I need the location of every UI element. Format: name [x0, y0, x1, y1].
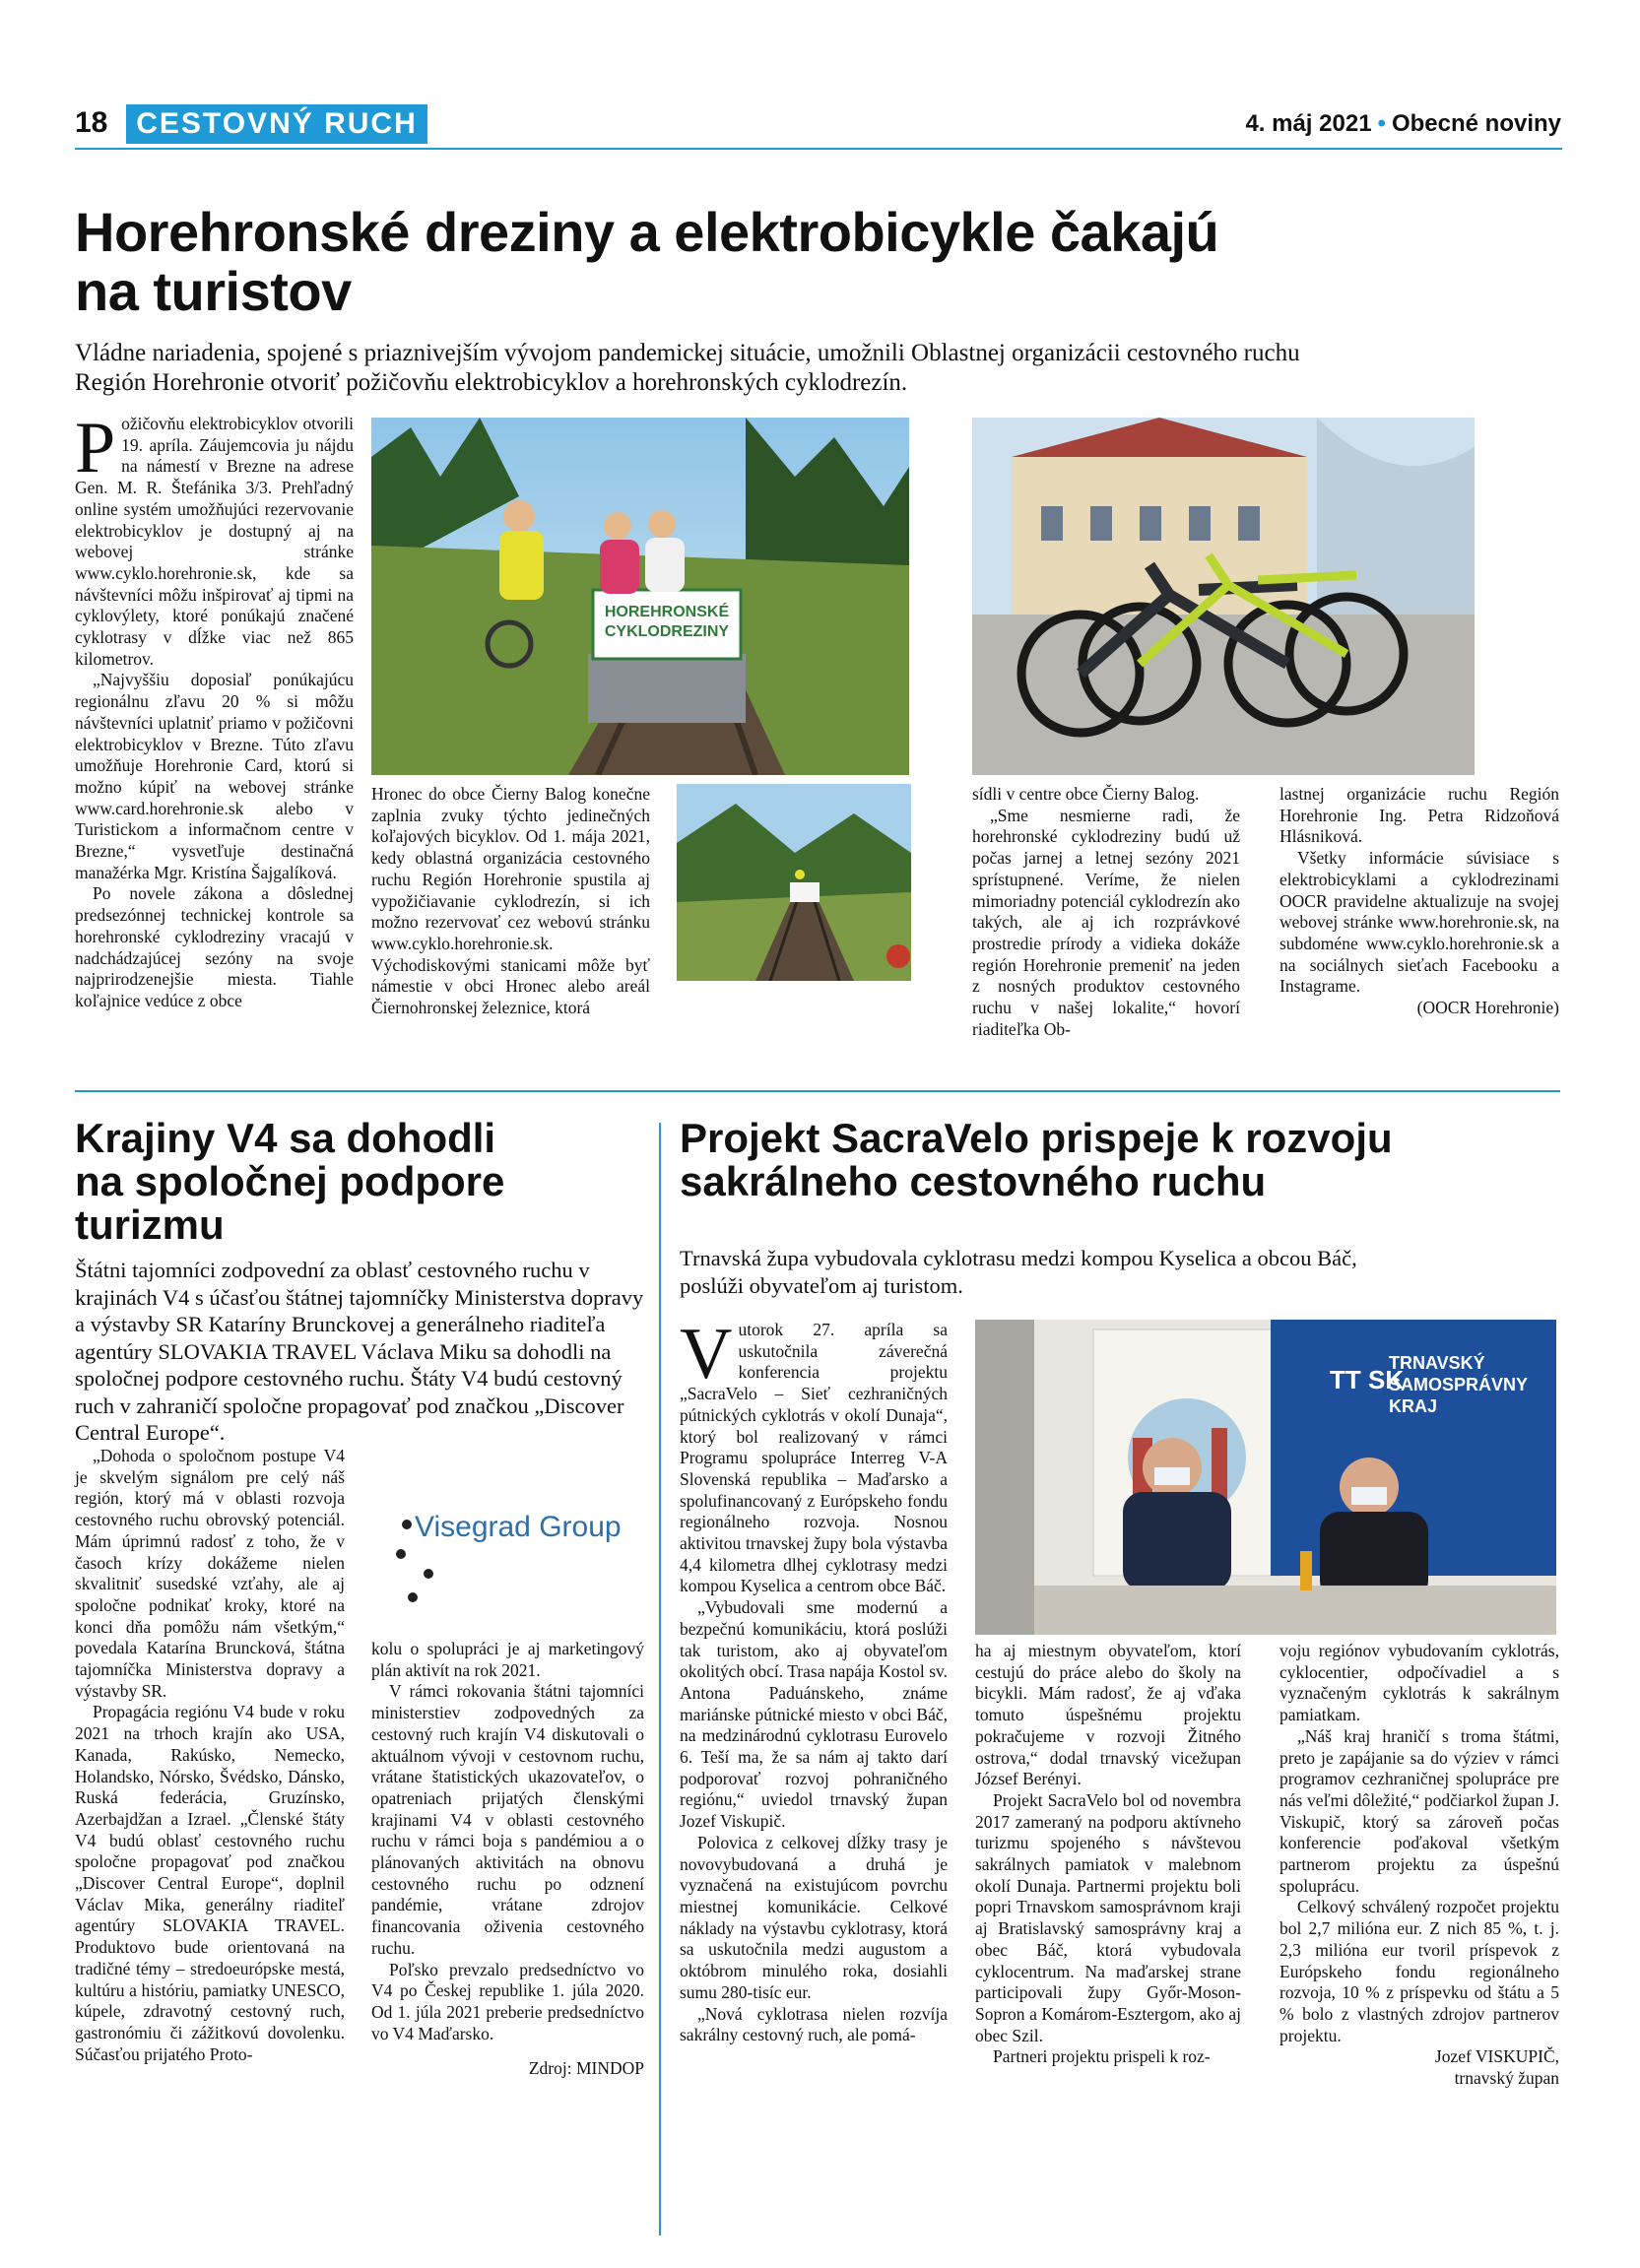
photo-conference — [975, 1320, 1556, 1635]
article1-lead-line2: Región Horehronie otvoriť požičovňu elektrobicyklov a horehronských cyklodrezín. — [75, 369, 908, 396]
banner-line-2: SAMOSPRÁVNY — [1389, 1375, 1529, 1394]
signature-name: Jozef VISKUPIČ, — [1434, 2046, 1559, 2067]
drop-cap: P — [75, 408, 116, 488]
banner-logo: TT SK — [1330, 1365, 1405, 1394]
article1-lead — [75, 339, 1572, 398]
logo-text: Visegrad Group — [415, 1511, 622, 1543]
column-divider — [659, 1123, 661, 2236]
drop-cap: V — [680, 1314, 733, 1394]
article1-col4 — [1279, 784, 1559, 1019]
article1-title — [75, 203, 1552, 321]
article2-title — [75, 1117, 646, 1247]
visegrad-logo — [371, 1477, 639, 1625]
paragraph: Hronec do obce Čierny Balog konečne zaplnia zvuky týchto jedinečných koľajových bicyklov. Od 1. mája 2021, kedy oblastná organizácia cestovného ruchu Región Horehronie spustila aj vypožičiavanie cyklodrezín, si ich možno rezervovať cez webovú stránku www.cyklo.horehronie.sk. Východiskovými stanicami môže byť námestie v obci Hronec alebo areál Čiernohronskej železnice, ktorá — [371, 784, 650, 1018]
article3-col2 — [975, 1641, 1241, 2068]
paragraph: Propagácia regiónu V4 bude v roku 2021 na trhoch krajín ako USA, Kanada, Rakúsko, Nemecko, Holandsko, Nórsko, Švédsko, Dánsko, Ruská federácia, Gruzínsko, Azerbajdžan a Izrael. „Členské štáty V4 budú oblasť cestovného ruchu spoločne propagovať pod značkou „Discover Central Europe“, doplnil Václav Mika, generálny riaditeľ agentúry SLOVAKIA TRAVEL. Produktovo bude orientovaná na tradičné témy – stredoeurópske mestá, kultúru a históriu, pamiatky UNESCO, kúpele, zdravotný cestovný ruch, gastronómiu či zážitkovú dovolenku. Súčasťou prijatého Proto- — [75, 1702, 345, 2064]
paragraph: Všetky informácie súvisiace s elektrobicyklami a cyklodrezinami OOCR pravidelne aktualizuje na svojej webovej stránke www.horehronie.sk, na subdoméne www.cyklo.horehronie.sk a na sociálnych sieťach Facebooku a Instagrame. — [1279, 848, 1559, 997]
separator-dot: • — [1377, 110, 1386, 137]
paragraph: „Najvyššiu doposiaľ ponúkajúcu regionálnu zľavu 20 % si môžu návštevníci uplatniť priamo v požičovni elektrobicyklov v Brezne. Túto zľavu umožňuje Horehronie Card, ktorú si možno kúpiť na webovej stránke www.card.horehronie.sk alebo v Turistickom a informačnom centre v Brezne,“ vysvetľuje destinačná manažérka Mgr. Kristína Šajgalíková. — [75, 670, 354, 882]
article2-col2 — [371, 1639, 644, 2080]
article1-col1 — [75, 408, 354, 1012]
photo-draisine — [371, 418, 909, 775]
article2-title-line3: turizmu — [75, 1201, 225, 1248]
sign-text-2: CYKLODREZINY — [604, 623, 730, 640]
header-rule — [75, 148, 1562, 150]
paragraph: kolu o spolupráci je aj marketingový plán aktivít na rok 2021. — [371, 1639, 644, 1680]
newspaper-name: Obecné noviny — [1391, 110, 1561, 137]
paragraph: „Náš kraj hraničí s troma štátmi, preto je zapájanie sa do výziev v rámci programov cezhraničnej spolupráce pre nás veľmi dôležité,“ podčiarkol župan J. Viskupič, ktorý sa zároveň počas konferencie poďakoval všetkým partnerom projektu za úspešnú spoluprácu. — [1279, 1725, 1559, 1896]
article1-col2 — [371, 784, 650, 1019]
paragraph: Celkový schválený rozpočet projektu bol 2,7 milióna eur. Z nich 85 %, t. j. 2,3 milióna eur tvoril príspevok z Európskeho fondu regionálneho rozvoja, 10 % z príspevku od štátu a 5 % bolo z vlastných zdrojov partnerov projektu. — [1279, 1897, 1559, 2045]
article2-col1 — [75, 1446, 345, 2065]
paragraph: Poľsko prevzalo predsedníctvo vo V4 po Českej republike 1. júla 2020. Od 1. júla 2021 preberie predsedníctvo vo V4 Maďarsko. — [371, 1959, 644, 2043]
sign-text-1: HOREHRONSKÉ — [604, 604, 730, 620]
banner-line-1: TRNAVSKÝ — [1389, 1353, 1485, 1373]
source-credit: (OOCR Horehronie) — [1416, 998, 1559, 1018]
article2-title-line1: Krajiny V4 sa dohodli — [75, 1115, 496, 1161]
source-credit: Zdroj: MINDOP — [528, 2058, 644, 2079]
paragraph: „Sme nesmierne radi, že horehronské cyklodreziny budú už počas jarnej a letnej sezóny 2021 sprístupnené. Veríme, že nielen mimoriadny potenciál cyklodrezín ako takých, ale aj ich rozprávkové prostredie prírody a vidieka dokáže región Horehronie premeniť na jeden z nosných produktov cestovného ruchu v našej lokalite,“ hovorí riaditeľka Ob- — [972, 805, 1240, 1039]
paragraph: „Nová cyklotrasa nielen rozvíja sakrálny cestovný ruch, ale pomá- — [680, 2003, 948, 2045]
article3-lead — [680, 1245, 1546, 1300]
paragraph: Partneri projektu prispeli k roz- — [993, 2046, 1211, 2067]
paragraph: lastnej organizácie ruchu Región Horehronie Ing. Petra Ridzoňová Hlásniková. — [1279, 784, 1559, 847]
photo-ebikes — [972, 418, 1475, 775]
section-divider — [75, 1090, 1560, 1092]
issue-info — [1245, 110, 1561, 138]
article2-lead: Štátni tajomníci zodpovední za oblasť cestovného ruchu v krajinách V4 s účasťou štátnej tajomníčky Ministerstva dopravy a výstavby SR Kataríny Brunckovej a generálneho riaditeľa agentúry SLOVAKIA TRAVEL Václava Miku sa dohodli na spoločnej podpore cestovného ruchu. Štáty V4 budú cestovný ruch v zahraničí spoločne propagovať pod značkou „Discover Central Europe“. — [75, 1258, 644, 1445]
paragraph: voju regiónov vybudovaním cyklotrás, cyklocentier, odpočívadiel a s vyznačeným cyklotrás k sakrálnym pamiatkam. — [1279, 1641, 1559, 1725]
article3-lead-line1: Trnavská župa vybudovala cyklotrasu medzi kompou Kyselica a obcou Báč, — [680, 1246, 1357, 1270]
banner-line-3: KRAJ — [1389, 1396, 1438, 1416]
article1-col3 — [972, 784, 1240, 1040]
article3-col1 — [680, 1314, 948, 2046]
article3-title — [680, 1117, 1566, 1203]
article3-title-line2: sakrálneho cestovného ruchu — [680, 1158, 1267, 1204]
page-number: 18 — [75, 106, 108, 139]
article1-lead-line1: Vládne nariadenia, spojené s priaznivejším vývojom pandemickej situácie, umožnili Oblastnej organizácii cestovného ruchu — [75, 340, 1300, 366]
article3-lead-line2: poslúži obyvateľom aj turistom. — [680, 1273, 963, 1298]
paragraph: Polovica z celkovej dĺžky trasy je novovybudovaná a druhá je vyznačená na existujúcom povrchu miestnej komunikácie. Celkové náklady na výstavbu cyklotrasy, ktorá sa uskutočnila medzi augustom a októbrom minulého roka, dosiahli sumu 280-tisíc eur. — [680, 1832, 948, 2002]
paragraph: ha aj miestnym obyvateľom, ktorí cestujú do práce alebo do školy na bicykli. Mám radosť, že aj vďaka tomuto úspešnému projektu pokračujeme v rozvoji Žitného ostrova,“ dodal trnavský vicežupan József Berényi. — [975, 1641, 1241, 1789]
article3-title-line1: Projekt SacraVelo prispeje k rozvoju — [680, 1115, 1393, 1161]
article3-col3 — [1279, 1641, 1559, 2090]
section-label: CESTOVNÝ RUCH — [126, 104, 427, 144]
article1-title-line2: na turistov — [75, 260, 352, 322]
paragraph: Po novele zákona a dôslednej predsezónnej technickej kontrole sa horehronské cyklodreziny vracajú v nadchádzajúcej sezóny na svoje najprirodzenejšie miesta. Tiahle koľajnice vedúce z obce — [75, 883, 354, 1010]
article2-title-line2: na spoločnej podpore — [75, 1158, 505, 1204]
paragraph: V rámci rokovania štátni tajomníci ministerstiev zodpovedných za cestovný ruch krajín V4 diskutovali o aktuálnom vývoji v cestovnom ruchu, vrátane štatistických ukazovateľov, o opatreniach prijatých členskými krajinami V4 v oblasti cestovného ruchu v rámci boja s pandémiou a o plánovaných aktivitách na obnovu cestovného ruchu po odznení pandémie, vrátane zdrojov financovania oživenia cestovného ruchu. — [371, 1681, 644, 1958]
paragraph: „Vybudovali sme modernú a bezpečnú komunikáciu, ktorá poslúži tak turistom, ako aj obyvateľom okolitých obcí. Trasa napája Kostol sv. Antona Paduánskeho, známe mariánske pútnické miesto v obci Báč, na medzinárodnú cyklotrasu Eurovelo 6. Teší ma, že sa nám aj takto darí podporovať rozvoj pohraničného regiónu,“ uviedol trnavský župan Jozef Viskupič. — [680, 1597, 948, 1832]
paragraph: ožičovňu elektrobicyklov otvorili 19. apríla. Záujemcovia ju nájdu na námestí v Brezne na adrese Gen. M. R. Štefánika 3/3. Prehľadný online systém umožňujúci rezervovanie elektrobicyklov je dostupný aj na webovej stránke www.cyklo.horehronie.sk, kde sa návštevníci môžu inšpirovať aj tipmi na cyklovýlety, ktoré ponúkajú značené cyklotrasy v dĺžke viac než 865 kilometrov. — [75, 414, 354, 669]
signature-title: trnavský župan — [1454, 2068, 1559, 2089]
paragraph: „Dohoda o spoločnom postupe V4 je skvelým signálom pre celý náš región, ktorý má v oblasti rozvoja cestovného ruchu obrovský potenciál. Mám úprimnú radosť z toho, že v časoch krízy dokážeme nielen skvalitniť susedské vzťahy, ale aj spoločne podnikať kroky, ktoré na konci dňa pomôžu nám všetkým,“ povedala Katarína Bruncková, štátna tajomníčka Ministerstva dopravy a výstavby SR. — [75, 1446, 345, 1701]
photo-draisine-track — [677, 784, 911, 981]
paragraph: Projekt SacraVelo bol od novembra 2017 zameraný na podporu aktívneho turizmu spojeného s návštevou sakrálnych pamiatok v malebnom okolí Dunaja. Partnermi projektu boli popri Trnavskom samosprávnom kraji aj Bratislavský samosprávny kraj a obec Báč, ktorá vybudovala cyklocentrum. Na maďarskej strane participovali župy Győr-Moson-Sopron a Komárom-Esztergom, ako aj obec Szil. — [975, 1789, 1241, 2045]
issue-date: 4. máj 2021 — [1245, 110, 1372, 137]
paragraph: utorok 27. apríla sa uskutočnila záverečná konferencia projektu „SacraVelo – Sieť cezhraničných pútnických cyklotrás v okolí Dunaja“, ktorý bol realizovaný v rámci Programu spolupráce Interreg V-A Slovenská republika – Maďarsko a spolufinancovaný z Európskeho fondu regionálneho rozvoja. Nosnou aktivitou trnavskej župy bola výstavba 4,4 kilometra dlhej cyklotrasy medzi kompou Kyselica a centrom obce Báč. — [680, 1320, 948, 1596]
paragraph: sídli v centre obce Čierny Balog. — [972, 784, 1200, 804]
article1-title-line1: Horehronské dreziny a elektrobicykle čakajú — [75, 201, 1219, 263]
